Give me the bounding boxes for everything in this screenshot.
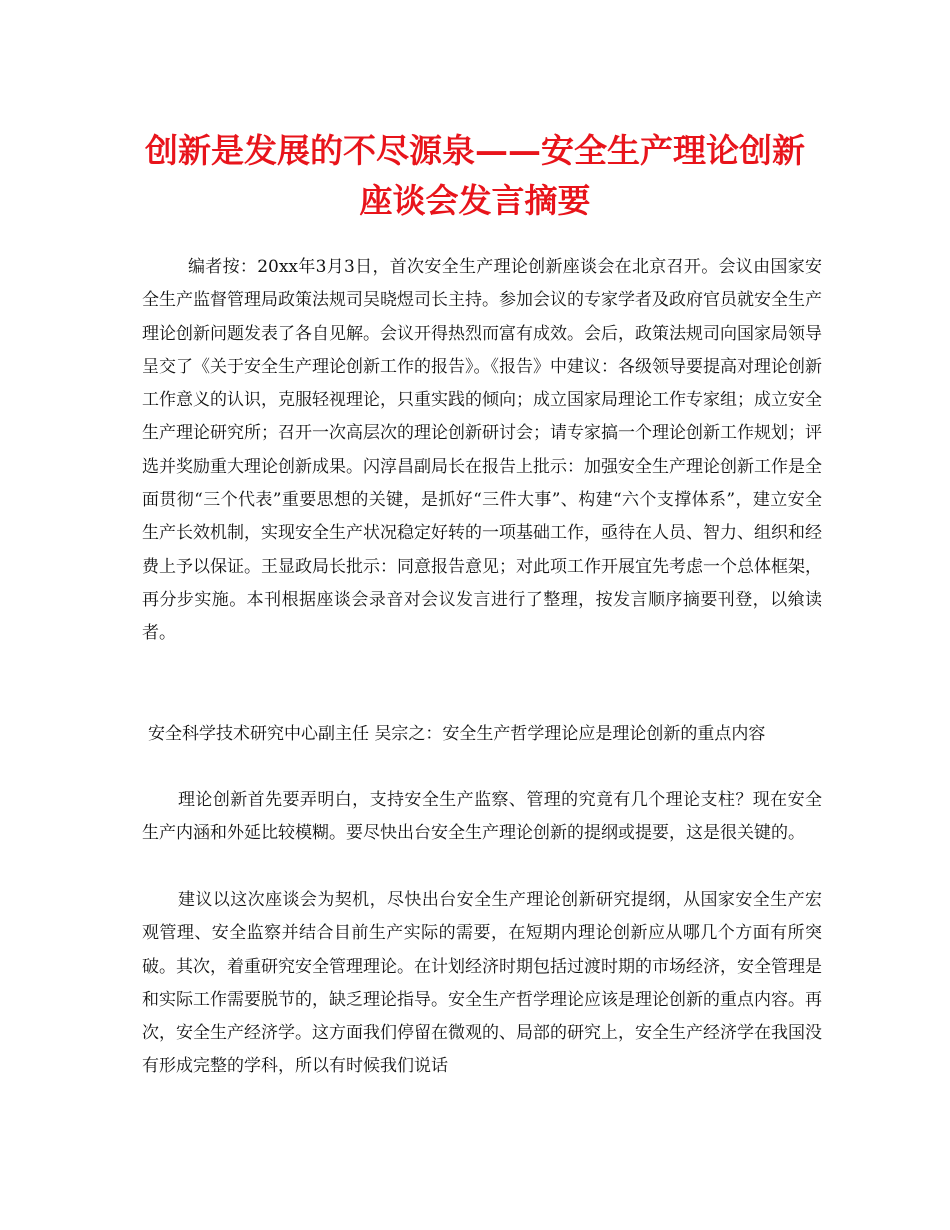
body-paragraph: 建议以这次座谈会为契机，尽快出台安全生产理论创新研究提纲，从国家安全生产宏观管理、安全监察并结合目前生产实际的需要，在短期内理论创新应从哪几个方面有所突破。其次，着重研究安全管理理论。在计划经济时期包括过渡时期的市场经济，安全管理是和实际工作需要脱节的，缺乏理论指导。安全生产哲学理论应该是理论创新的重点内容。再次，安全生产经济学。这方面我们停留在微观的、局部的研究上，安全生产经济学在我国没有形成完整的学科，所以有时候我们说话 bbox=[142, 890, 822, 1077]
editor-note-paragraph: 编者按：20xx年3月3日，首次安全生产理论创新座谈会在北京召开。会议由国家安全生产监督管理局政策法规司吴晓煜司长主持。参加会议的专家学者及政府官员就安全生产理论创新问题发表了各自见解。会议开得热烈而富有成效。会后，政策法规司向国家局领导呈交了《关于安全生产理论创新工作的报告》。《报告》中建议：各级领导要提高对理论创新工作意义的认识，克服轻视理论，只重实践的倾向；成立国家局理论工作专家组；成立安全生产理论研究所；召开一次高层次的理论创新研讨会；请专家搞一个理论创新工作规划；评选并奖励重大理论创新成果。闪淳昌副局长在报告上批示：加强安全生产理论创新工作是全面贯彻“三个代表”重要思想的关键，是抓好“三件大事”、构建“六个支撑体系”，建立安全生产长效机制，实现安全生产状况稳定好转的一项基础工作，亟待在人员、智力、组织和经费上予以保证。王显政局长批示：同意报告意见；对此项工作开展宜先考虑一个总体框架，再分步实施。本刊根据座谈会录音对会议发言进行了整理，按发言顺序摘要刊登，以飨读者。 bbox=[142, 257, 822, 644]
speaker-heading: 安全科学技术研究中心副主任 吴宗之：安全生产哲学理论应是理论创新的重点内容 bbox=[148, 724, 766, 744]
body-paragraph: 理论创新首先要弄明白，支持安全生产监察、管理的究竟有几个理论支柱？现在安全生产内涵和外延比较模糊。要尽快出台安全生产理论创新的提纲或提要，这是很关键的。 bbox=[142, 790, 822, 844]
document-title: 创新是发展的不尽源泉——安全生产理论创新座谈会发言摘要 bbox=[145, 131, 805, 220]
